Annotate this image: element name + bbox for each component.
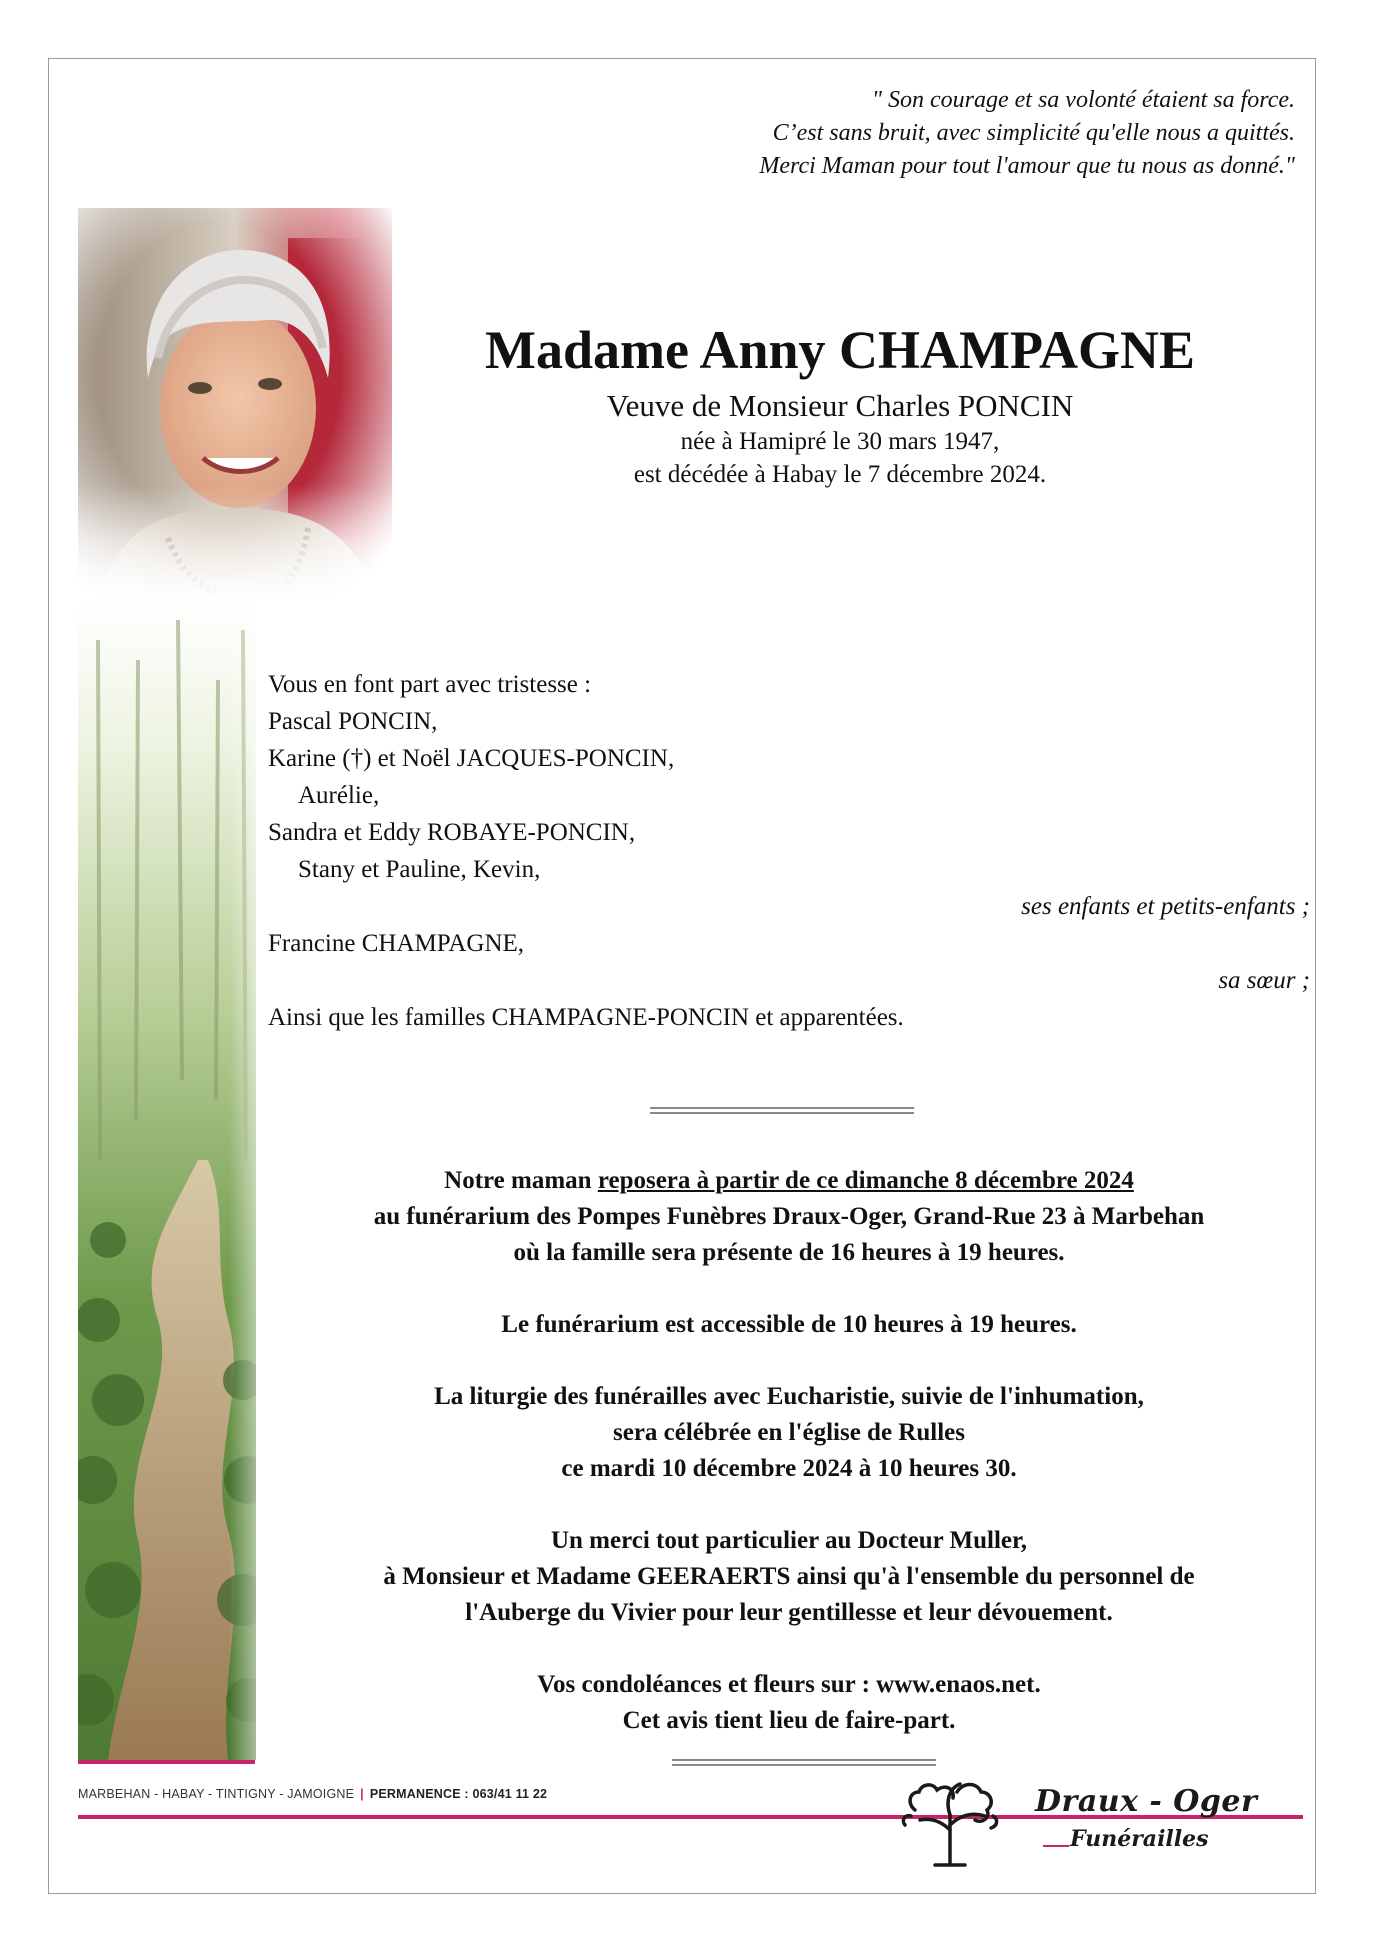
- info-line: Le funérarium est accessible de 10 heures à 19 heures.: [501, 1311, 1077, 1338]
- footer-contact: [78, 1787, 547, 1801]
- brand-subtitle: Funérailles: [1070, 1826, 1209, 1852]
- family-member: Ainsi que les familles CHAMPAGNE-PONCIN et apparentées.: [268, 1004, 904, 1031]
- family-member: Stany et Pauline, Kevin,: [298, 856, 541, 883]
- info-line: où la famille sera présente de 16 heures à 19 heures.: [513, 1239, 1065, 1266]
- forest-path-image: [78, 600, 256, 1760]
- info-line: à Monsieur et Madame GEERAERTS ainsi qu'à l'ensemble du personnel de: [383, 1563, 1195, 1590]
- info-line: au funérarium des Pompes Funèbres Draux-Oger, Grand-Rue 23 à Marbehan: [373, 1203, 1205, 1230]
- brand-name: Draux - Oger: [1035, 1784, 1258, 1819]
- brand-accent-line: [1043, 1845, 1069, 1847]
- info-underlined: reposera à partir de ce dimanche 8 décembre 2024: [597, 1167, 1134, 1194]
- deceased-name: Madame Anny CHAMPAGNE: [485, 320, 1195, 380]
- section-divider: [650, 1107, 914, 1114]
- family-member: Francine CHAMPAGNE,: [268, 930, 525, 957]
- birth-line: née à Hamipré le 30 mars 1947,: [680, 428, 1000, 455]
- family-announcement: [268, 666, 1310, 1036]
- info-text: Notre maman: [444, 1167, 598, 1194]
- family-member: Sandra et Eddy ROBAYE-PONCIN,: [268, 819, 636, 846]
- family-member: Pascal PONCIN,: [268, 708, 438, 735]
- info-line: Cet avis tient lieu de faire-part.: [622, 1707, 956, 1734]
- info-line: La liturgie des funérailles avec Eucharistie, suivie de l'inhumation,: [434, 1383, 1144, 1410]
- section-divider: [672, 1759, 936, 1766]
- info-line: [268, 1163, 1310, 1199]
- funeral-info: [268, 1163, 1310, 1739]
- epitaph-quote: [395, 84, 1295, 183]
- family-role: ses enfants et petits-enfants ;: [1021, 893, 1310, 920]
- info-line: ce mardi 10 décembre 2024 à 10 heures 30.: [561, 1455, 1017, 1482]
- family-member: Karine (†) et Noël JACQUES-PONCIN,: [268, 745, 675, 772]
- spouse-line: Veuve de Monsieur Charles PONCIN: [606, 388, 1074, 423]
- quote-line: C’est sans bruit, avec simplicité qu'elle nous a quittés.: [772, 120, 1295, 146]
- forest-pink-bar: [78, 1760, 255, 1764]
- family-role: sa sœur ;: [1218, 967, 1310, 994]
- info-line: Un merci tout particulier au Docteur Muller,: [550, 1527, 1028, 1554]
- tree-logo-icon: [895, 1770, 1005, 1870]
- info-line: sera célébrée en l'église de Rulles: [613, 1419, 965, 1446]
- death-line: est décédée à Habay le 7 décembre 2024.: [633, 461, 1047, 488]
- footer-separator: |: [360, 1787, 364, 1801]
- footer-permanence: PERMANENCE : 063/41 11 22: [369, 1787, 548, 1801]
- quote-line: Merci Maman pour tout l'amour que tu nous as donné.": [759, 153, 1295, 179]
- info-line: l'Auberge du Vivier pour leur gentillesse et leur dévouement.: [465, 1599, 1113, 1626]
- info-line: Vos condoléances et fleurs sur : www.enaos.net.: [537, 1671, 1041, 1698]
- portrait-photo: [78, 208, 392, 603]
- family-member: Aurélie,: [298, 782, 380, 809]
- footer-locations: MARBEHAN - HABAY - TINTIGNY - JAMOIGNE: [78, 1787, 355, 1801]
- quote-line: " Son courage et sa volonté étaient sa force.: [871, 87, 1295, 113]
- family-intro: Vous en font part avec tristesse :: [268, 671, 592, 698]
